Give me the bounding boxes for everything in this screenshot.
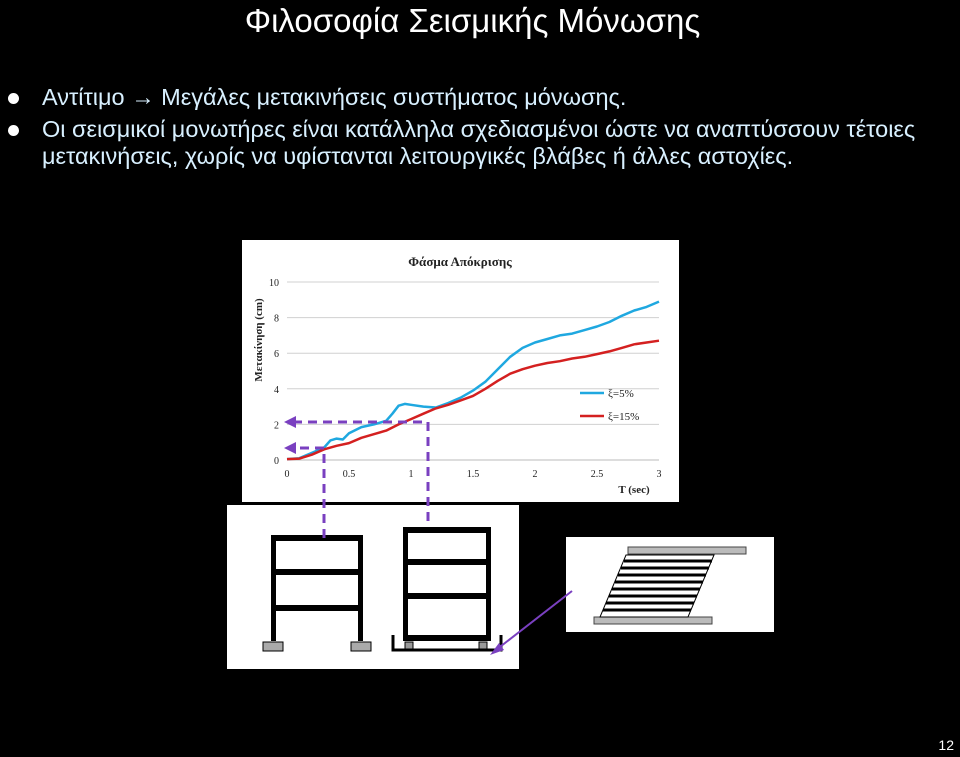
x-tick-label: 3 [656, 469, 662, 480]
chart-legend [580, 388, 639, 423]
chart-series [287, 302, 659, 460]
bullet-list [8, 84, 938, 175]
x-tick-label: 0 [284, 469, 290, 480]
response-spectrum-chart [242, 240, 679, 502]
chart-y-ticks [269, 278, 279, 467]
legend-label: ξ=5% [608, 388, 634, 400]
y-tick-label: 4 [274, 384, 279, 396]
bullet-item [8, 84, 938, 111]
isolator-detail-panel [566, 537, 774, 632]
y-tick-label: 8 [274, 313, 279, 325]
x-tick-label: 2 [532, 469, 538, 480]
x-tick-label: 1.5 [466, 469, 480, 480]
chart-x-ticks [285, 469, 662, 480]
bullet-text: Οι σεισμικοί μονωτήρες είναι κατάλληλα σχεδιασμένοι ώστε να αναπτύσσουν τέτοιες μετακινήσεις, χωρίς να υφίστανται λειτουργικές βλάβες ή άλλες αστοχίες. [42, 116, 916, 169]
seismic-isolator-diagram [566, 537, 774, 632]
chart-title: Φάσμα Απόκρισης [408, 254, 512, 269]
y-tick-label: 10 [269, 278, 279, 289]
page-number: 12 [938, 737, 954, 753]
fixed-base-frame [263, 535, 371, 651]
series-line [287, 341, 659, 459]
chart-gridlines [287, 282, 659, 460]
series-line [287, 302, 659, 460]
legend-label: ξ=15% [608, 411, 640, 423]
bullet-dot-icon [8, 125, 19, 136]
building-frames-panel [227, 505, 519, 669]
bullet-item [8, 116, 938, 170]
base-isolated-frame [393, 527, 501, 650]
building-frames-diagram [227, 505, 519, 669]
x-tick-label: 0.5 [342, 469, 356, 480]
chart-panel [242, 240, 679, 502]
x-tick-label: 2.5 [590, 469, 604, 480]
y-tick-label: 6 [274, 349, 279, 361]
chart-y-axis-label: Μετακίνηση (cm) [253, 298, 265, 382]
bullet-dot-icon [8, 93, 19, 104]
x-tick-label: 1 [408, 469, 414, 480]
slide-title: Φιλοσοφία Σεισμικής Μόνωσης [244, 2, 701, 39]
y-tick-label: 2 [274, 420, 279, 432]
bullet-text: Αντίτιμο → Μεγάλες μετακινήσεις συστήματος μόνωσης. [42, 84, 627, 110]
chart-x-axis-label: T (sec) [618, 484, 650, 496]
y-tick-label: 0 [274, 456, 279, 467]
